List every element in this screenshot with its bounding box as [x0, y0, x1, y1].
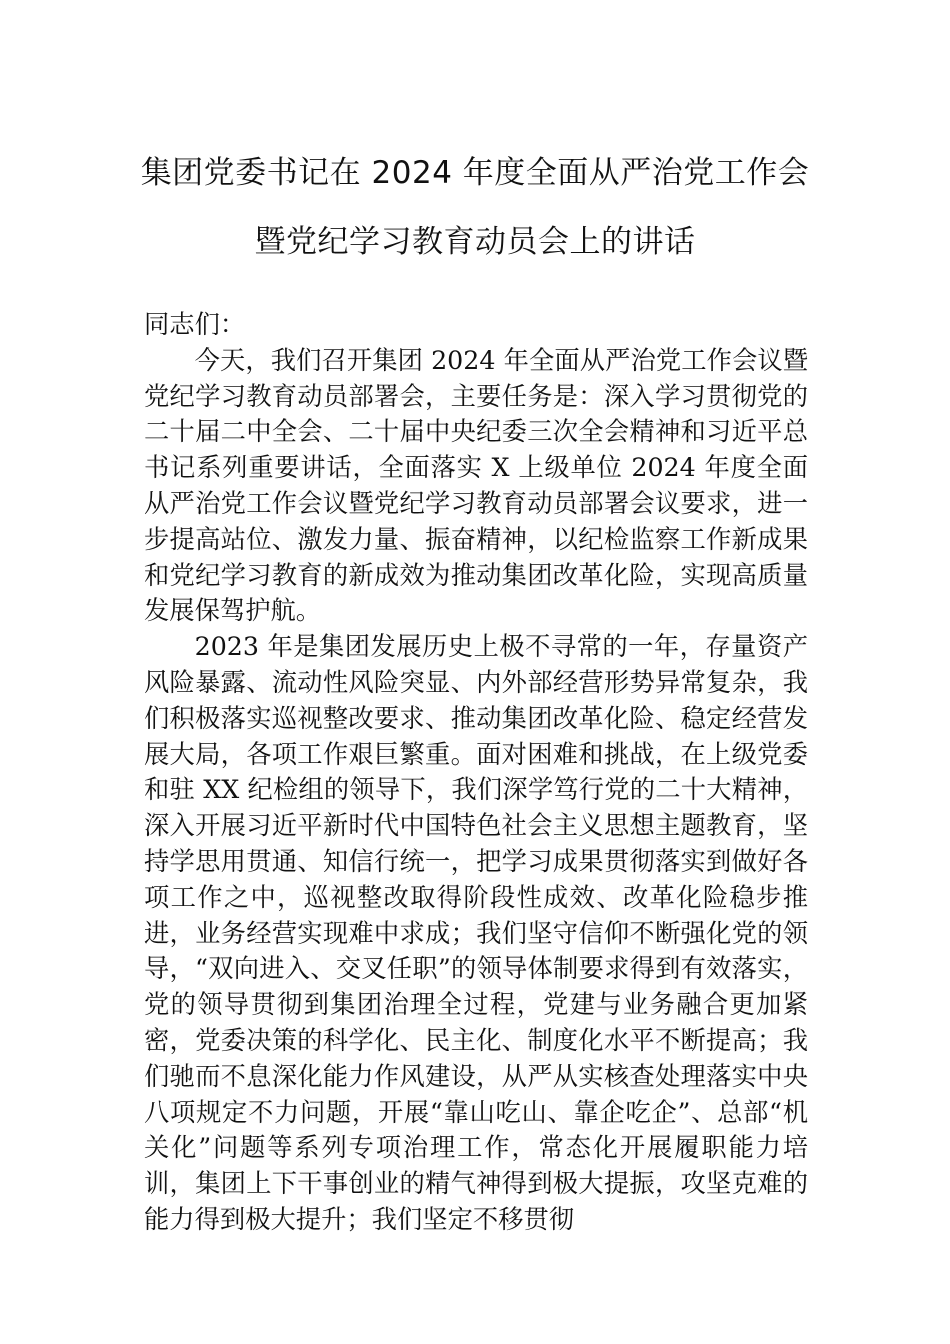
document-title-line-2: 暨党纪学习教育动员会上的讲话: [254, 224, 696, 260]
document-body: [144, 307, 808, 1238]
salutation: 同志们：: [144, 310, 246, 339]
document-title-line-1: 集团党委书记在 2024 年度全面从严治党工作会: [140, 155, 810, 191]
paragraph-1: 今天，我们召开集团 2024 年全面从严治党工作会议暨党纪学习教育动员部署会，主要任务是：深入学习贯彻党的二十届二中全会、二十届中央纪委三次全会精神和习近平总书记系列重要讲话，全面落实 X 上级单位 2024 年度全面从严治党工作会议暨党纪学习教育动员部署会议要求，进一步提高站位、激发力量、振奋精神，以纪检监察工作新成果和党纪学习教育的新成效为推动集团改革化险，实现高质量发展保驾护航。: [144, 345, 808, 626]
paragraph-2: 2023 年是集团发展历史上极不寻常的一年，存量资产风险暴露、流动性风险突显、内外部经营形势异常复杂，我们积极落实巡视整改要求、推动集团改革化险、稳定经营发展大局，各项工作艰巨繁重。面对困难和挑战，在上级党委和驻 XX 纪检组的领导下，我们深学笃行党的二十大精神，深入开展习近平新时代中国特色社会主义思想主题教育，坚持学思用贯通、知信行统一，把学习成果贯彻落实到做好各项工作之中，巡视整改取得阶段性成效、改革化险稳步推进，业务经营实现难中求成；我们坚守信仰不断强化党的领导，“双向进入、交叉任职”的领导体制要求得到有效落实，党的领导贯彻到集团治理全过程，党建与业务融合更加紧密，党委决策的科学化、民主化、制度化水平不断提高；我们驰而不息深化能力作风建设，从严从实核查处理落实中央八项规定不力问题，开展“靠山吃山、靠企吃企”、总部“机关化”问题等系列专项治理工作，常态化开展履职能力培训，集团上下干事创业的精气神得到极大提振，攻坚克难的能力得到极大提升；我们坚定不移贯彻: [144, 632, 808, 1234]
